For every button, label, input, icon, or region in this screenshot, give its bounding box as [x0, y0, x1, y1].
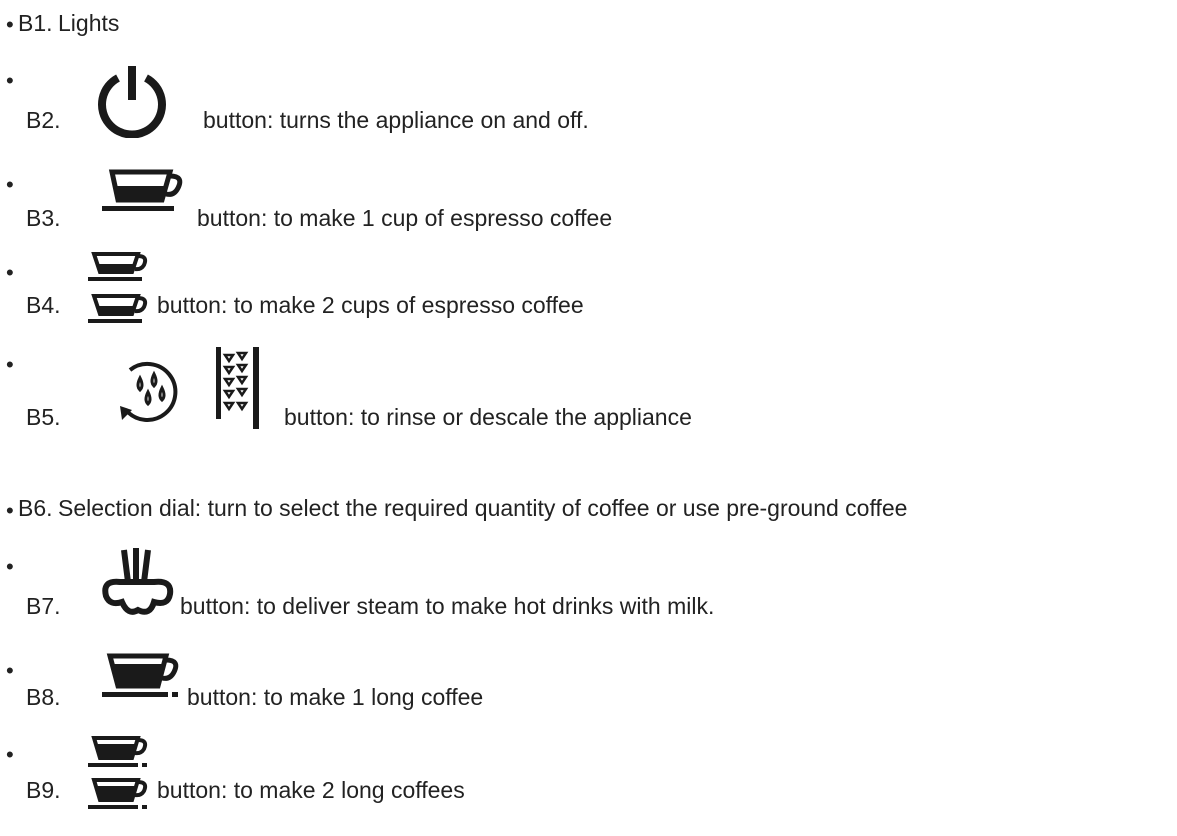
- bullet: •: [6, 172, 14, 197]
- bullet: •: [6, 260, 14, 285]
- bullet: •: [6, 658, 14, 683]
- descale-icon: [216, 347, 260, 429]
- item-code: B5.: [26, 404, 61, 430]
- item-code: B9.: [26, 777, 61, 803]
- item-code: B3.: [26, 205, 61, 231]
- item-text: button: turns the appliance on and off.: [203, 107, 589, 133]
- item-code: B6.: [18, 495, 53, 521]
- long-coffee-cup-icon: [100, 652, 184, 704]
- item-text: button: to deliver steam to make hot drinks with milk.: [180, 593, 715, 619]
- bullet: •: [6, 554, 14, 579]
- item-code: B1.: [18, 10, 53, 36]
- item-code: B4.: [26, 292, 61, 318]
- power-icon: [92, 64, 172, 138]
- steam-icon: [98, 544, 176, 620]
- item-code: B7.: [26, 593, 61, 619]
- item-text: button: to rinse or descale the appliance: [284, 404, 692, 430]
- espresso-cup-icon: [100, 168, 190, 216]
- two-long-coffee-cups-icon: [86, 734, 156, 814]
- item-text: Selection dial: turn to select the required quantity of coffee or use pre-ground coffee: [58, 495, 908, 521]
- item-code: B2.: [26, 107, 61, 133]
- rinse-icon: [112, 356, 184, 428]
- two-espresso-cups-icon: [86, 250, 152, 328]
- item-text: button: to make 2 long coffees: [157, 777, 465, 803]
- bullet: •: [6, 498, 14, 523]
- bullet: •: [6, 742, 14, 767]
- item-text: button: to make 1 long coffee: [187, 684, 484, 710]
- bullet: •: [6, 12, 14, 37]
- bullet: •: [6, 68, 14, 93]
- item-text: button: to make 1 cup of espresso coffee: [197, 205, 613, 231]
- item-text: button: to make 2 cups of espresso coffee: [157, 292, 584, 318]
- item-text: Lights: [58, 10, 120, 36]
- item-code: B8.: [26, 684, 61, 710]
- bullet: •: [6, 352, 14, 377]
